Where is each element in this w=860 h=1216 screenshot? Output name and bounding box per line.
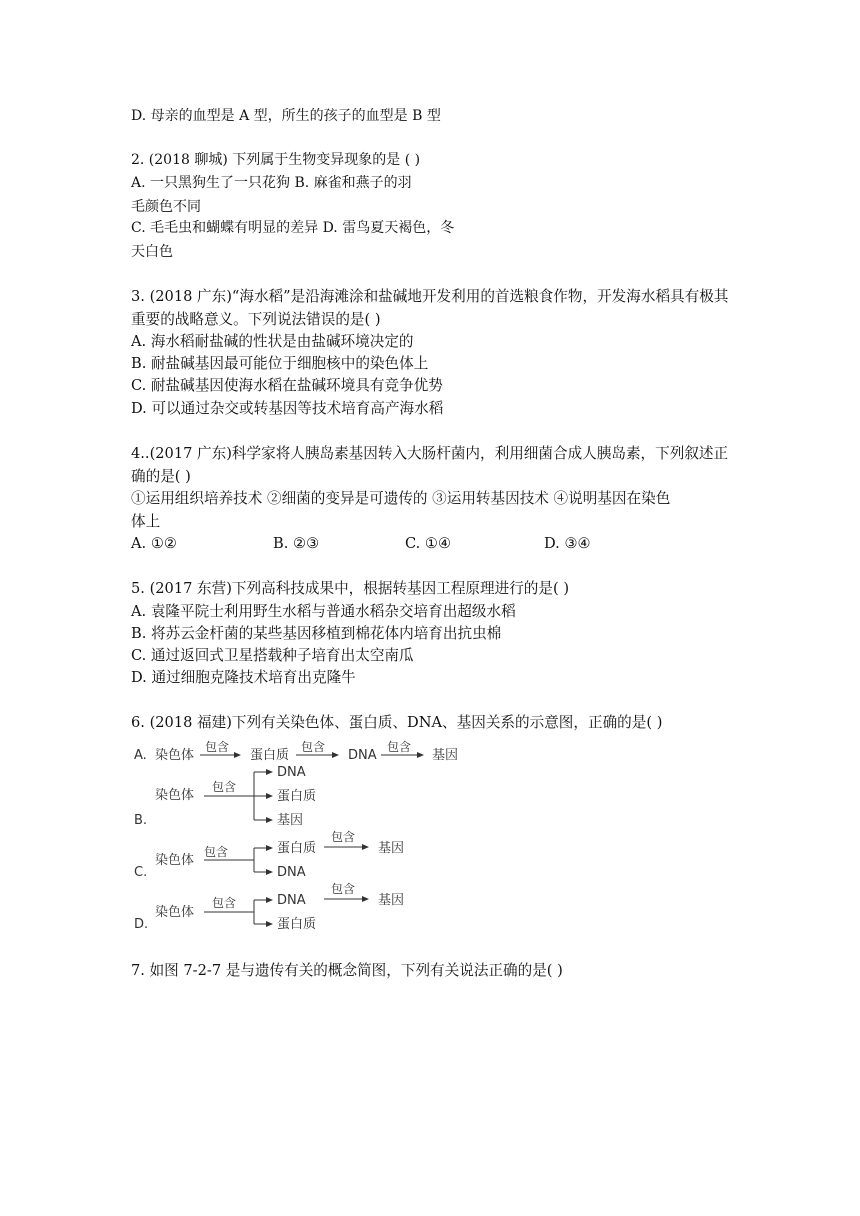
q4-statements-line1: ①运用组织培养技术 ②细菌的变异是可遗传的 ③运用转基因技术 ④说明基因在染色 [131,490,671,507]
option-c-label: C. [134,865,148,880]
q4-stem-line1: 4..(2017 广东)科学家将人胰岛素基因转入大肠杆菌内，利用细菌合成人胰岛素，下列叙述正 [131,445,729,462]
c-chromosome: 染色体 [155,853,195,868]
q3-option-d: D. 可以通过杂交或转基因等技术培育高产海水稻 [131,400,444,417]
b-chromosome: 染色体 [155,788,195,803]
q4-option-a: A. ①② [131,535,177,552]
a-contains-2: 包含 [301,740,326,754]
a-gene: 基因 [432,748,459,763]
q3-option-a: A. 海水稻耐盐碱的性状是由盐碱环境决定的 [131,333,414,350]
a-chromosome: 染色体 [155,748,195,763]
a-contains-1: 包含 [205,740,230,754]
q2-options-ab: A. 一只黑狗生了一只花狗 B. 麻雀和燕子的羽 [131,175,412,191]
q4-stem-line2: 确的是( ) [131,468,191,485]
q1-option-d: D. 母亲的血型是 A 型，所生的孩子的血型是 B 型 [131,108,441,124]
d-dna: DNA [277,893,306,908]
q5-option-d: D. 通过细胞克隆技术培育出克隆牛 [131,669,356,686]
q2-options-cd: C. 毛毛虫和蝴蝶有明显的差异 D. 雷鸟夏天褐色，冬 [131,220,455,236]
b-gene: 基因 [277,813,304,828]
c-contains-2: 包含 [331,830,356,844]
c-protein: 蛋白质 [277,841,317,856]
q3-option-b: B. 耐盐碱基因最可能位于细胞核中的染色体上 [131,355,429,372]
c-gene: 基因 [378,841,405,856]
c-contains-1: 包含 [204,845,229,859]
q5-stem: 5. (2017 东营)下列高科技成果中，根据转基因工程原理进行的是( ) [131,580,570,597]
q2-stem: 2. (2018 聊城) 下列属于生物变异现象的是 ( ) [131,152,421,168]
q2-options-ab-wrap: 毛颜色不同 [131,199,201,215]
option-d-label: D. [134,917,149,932]
q3-stem-line1: 3. (2018 广东)“海水稻”是沿海滩涂和盐碱地开发利用的首选粮食作物，开发海水稻具有极其 [131,288,729,305]
q4-option-c: C. ①④ [405,535,452,552]
q2-options-cd-wrap: 天白色 [131,244,173,260]
c-dna: DNA [277,865,306,880]
option-a-label: A. [134,748,147,763]
q3-option-c: C. 耐盐碱基因使海水稻在盐碱环境具有竞争优势 [131,377,443,394]
a-dna: DNA [348,748,377,763]
q5-option-a: A. 袁隆平院士利用野生水稻与普通水稻杂交培育出超级水稻 [131,603,516,620]
q7-stem: 7. 如图 7-2-7 是与遗传有关的概念简图，下列有关说法正确的是( ) [131,962,563,979]
q4-option-d: D. ③④ [544,535,591,552]
a-contains-3: 包含 [387,740,412,754]
q6-stem: 6. (2018 福建)下列有关染色体、蛋白质、DNA、基因关系的示意图，正确的是( ) [131,714,663,731]
d-contains-1: 包含 [212,896,237,910]
b-contains: 包含 [212,780,237,794]
b-protein: 蛋白质 [277,789,317,804]
q5-option-b: B. 将苏云金杆菌的某些基因移植到棉花体内培育出抗虫棉 [131,625,502,642]
d-chromosome: 染色体 [155,905,195,920]
b-dna: DNA [277,765,306,780]
q3-stem-line2: 重要的战略意义。下列说法错误的是( ) [131,311,381,328]
d-protein: 蛋白质 [277,917,317,932]
d-contains-2: 包含 [331,882,356,896]
a-protein: 蛋白质 [250,748,290,763]
d-gene: 基因 [378,893,405,908]
q4-statements-line2: 体上 [131,513,161,530]
q5-option-c: C. 通过返回式卫星搭载种子培育出太空南瓜 [131,647,414,664]
q4-option-b: B. ②③ [273,535,320,552]
option-b-label: B. [134,813,148,828]
